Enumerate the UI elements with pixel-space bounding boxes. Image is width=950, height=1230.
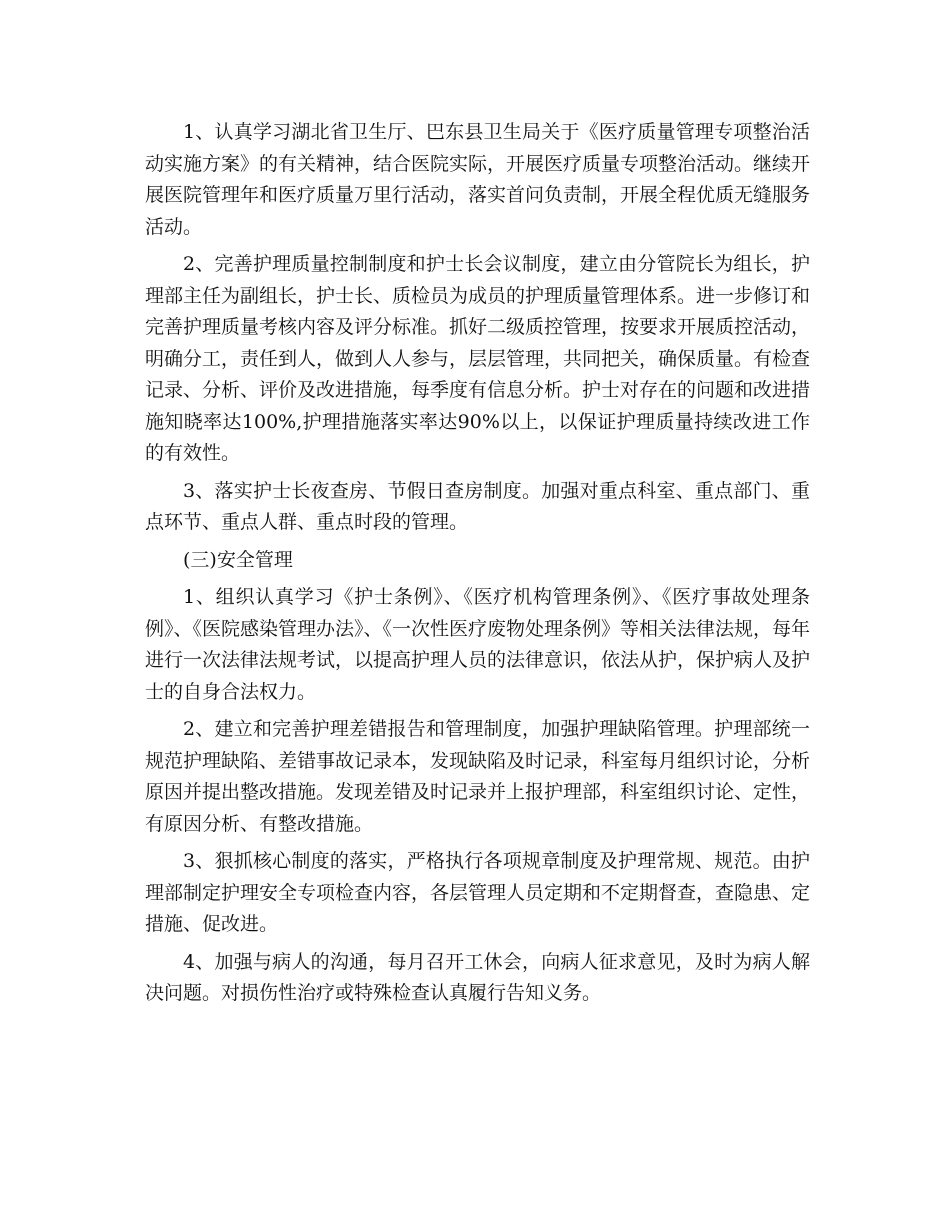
paragraph-safety-3: 3、狠抓核心制度的落实，严格执行各项规章制度及护理常规、规范。由护理部制定护理安全专项检查内容，各层管理人员定期和不定期督查，查隐患、定措施、促改进。 <box>145 850 811 935</box>
paragraph-quality-2: 2、完善护理质量控制制度和护士长会议制度，建立由分管院长为组长，护理部主任为副组长，护士长、质检员为成员的护理质量管理体系。进一步修订和完善护理质量考核内容及评分标准。抓好二级质控管理，按要求开展质控活动，明确分工，责任到人，做到人人参与，层层管理，共同把关，确保质量。有检查记录、分析、评价及改进措施，每季度有信息分析。护士对存在的问题和改进措施知晓率达100%,护理措施落实率达90%以上，以保证护理质量持续改进工作的有效性。 <box>145 253 811 464</box>
paragraph-safety-2: 2、建立和完善护理差错报告和管理制度，加强护理缺陷管理。护理部统一规范护理缺陷、差错事故记录本，发现缺陷及时记录，科室每月组织讨论，分析原因并提出整改措施。发现差错及时记录并上报护理部，科室组织讨论、定性，有原因分析、有整改措施。 <box>145 718 811 835</box>
paragraph-quality-3: 3、落实护士长夜查房、节假日查房制度。加强对重点科室、重点部门、重点环节、重点人群、重点时段的管理。 <box>145 479 810 533</box>
section-heading-safety: (三)安全管理 <box>183 548 293 571</box>
document-body <box>145 117 810 1016</box>
paragraph-quality-1: 1、认真学习湖北省卫生厅、巴东县卫生局关于《医疗质量管理专项整治活动实施方案》的有关精神，结合医院实际，开展医疗质量专项整治活动。继续开展医院管理年和医疗质量万里行活动，落实首问负责制，开展全程优质无缝服务活动。 <box>145 121 811 238</box>
paragraph-safety-4: 4、加强与病人的沟通，每月召开工休会，向病人征求意见，及时为病人解决问题。对损伤性治疗或特殊检查认真履行告知义务。 <box>145 950 810 1004</box>
paragraph-safety-1: 1、组织认真学习《护士条例》、《医疗机构管理条例》、《医疗事故处理条例》、《医院感染管理办法》、《一次性医疗废物处理条例》等相关法律法规，每年进行一次法律法规考试，以提高护理人员的法律意识，依法从护，保护病人及护士的自身合法权力。 <box>145 586 811 703</box>
